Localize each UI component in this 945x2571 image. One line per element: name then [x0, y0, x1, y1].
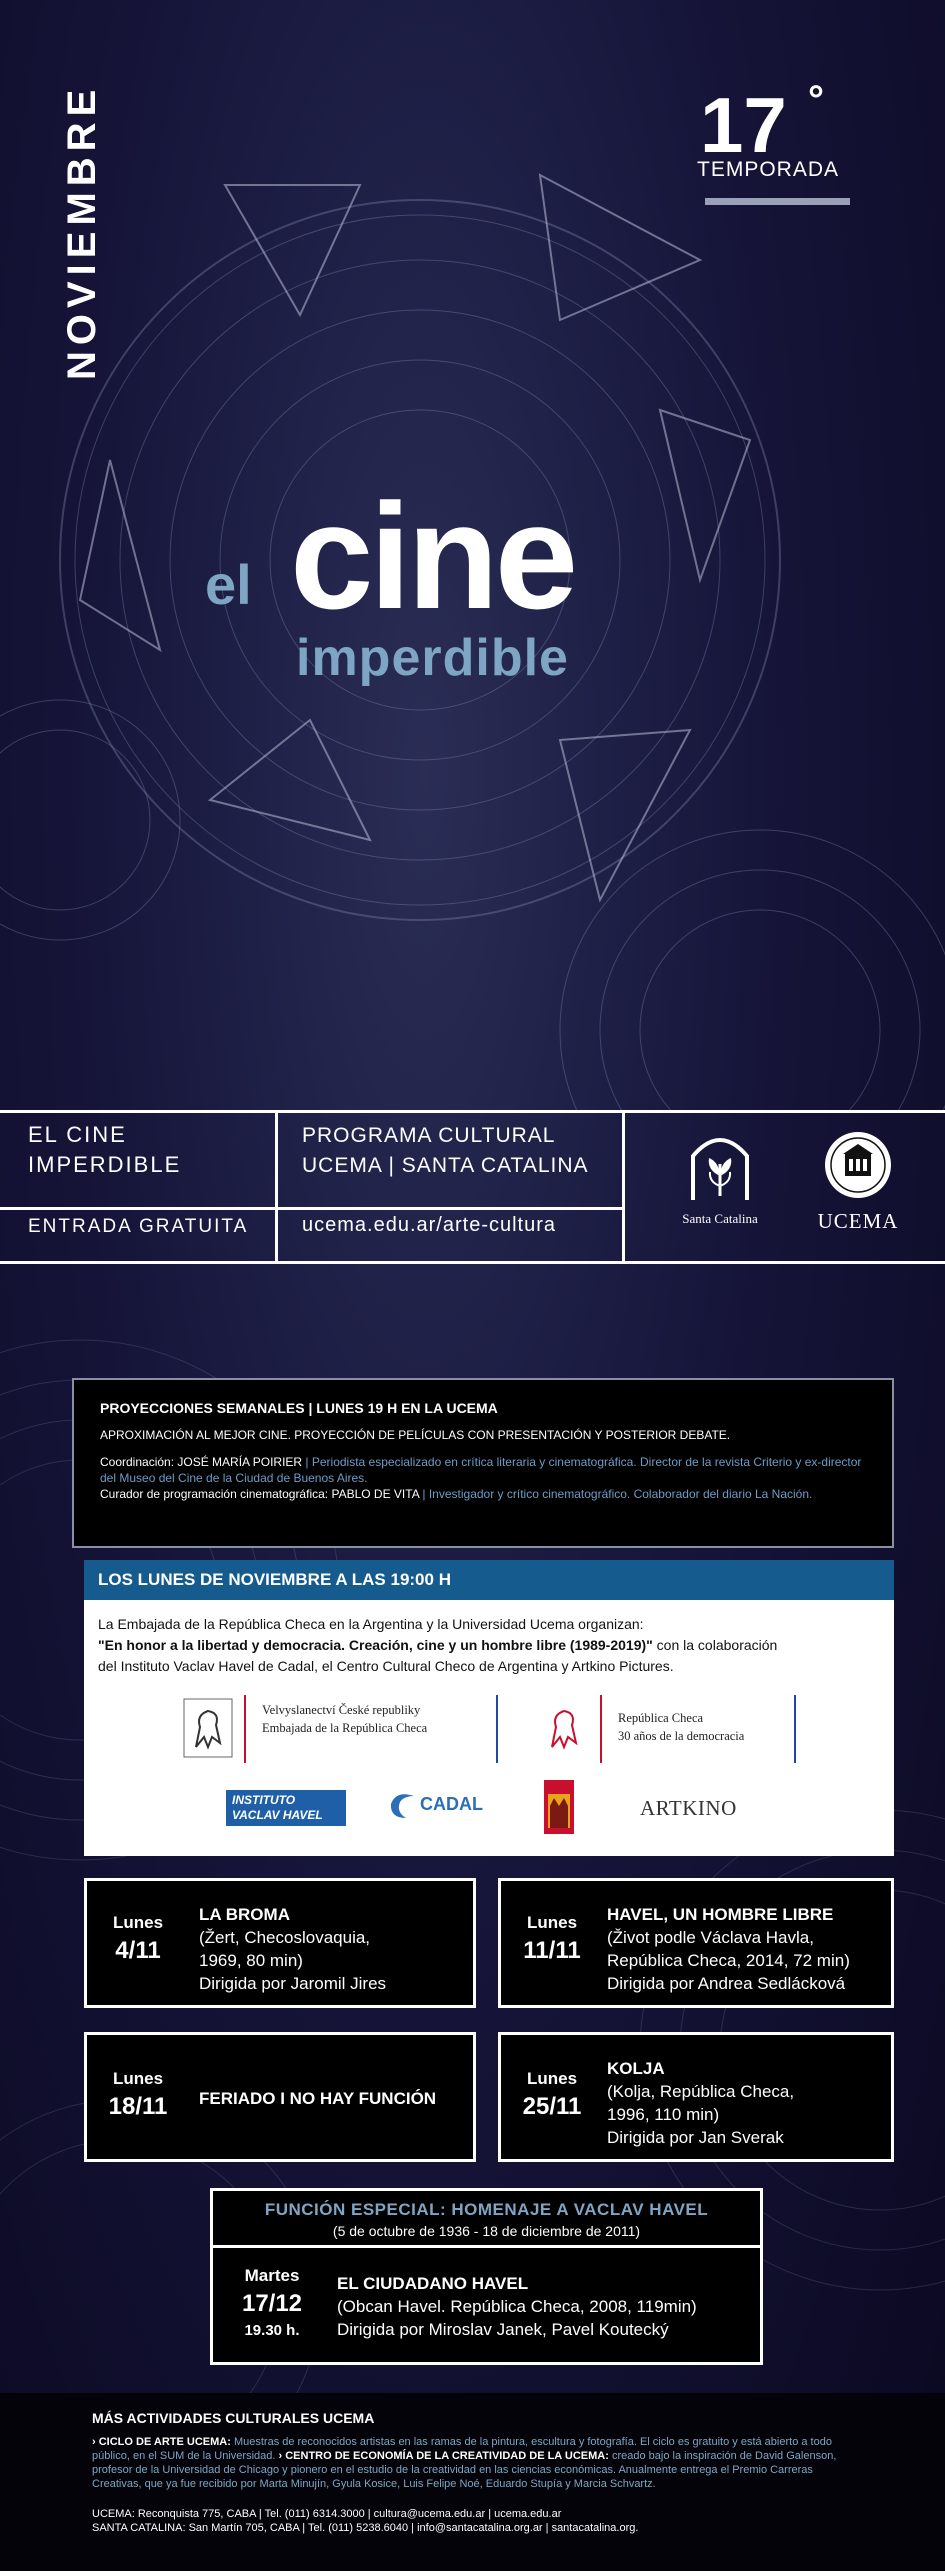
film-director: Dirigida por Miroslav Janek, Pavel Koutecký	[337, 2320, 669, 2339]
centro-label: › CENTRO DE ECONOMÍA DE LA CREATIVIDAD DE LA UCEMA:	[275, 2450, 609, 2462]
coordinator-name: Coordinación: JOSÉ MARÍA POIRIER	[100, 1455, 303, 1469]
program-heading: PROYECCIONES SEMANALES | LUNES 19 H EN LA UCEMA	[100, 1400, 498, 1416]
screening-card	[84, 1878, 476, 2008]
screening-date	[105, 1913, 171, 1965]
ucema-caption: UCEMA	[817, 1209, 899, 1233]
title-cine: cine	[290, 472, 575, 640]
screening-film	[607, 1903, 850, 1995]
centro-desc: creado bajo la inspiración de David Galenson, profesor de la Universidad de Chicago y pionero en el estudio de la creatividad en las ciencias económicas. Anualmente entrega el Premio Carreras Creativas, que ya fue recibido por Marta Minujín, Gyula Kosice, Luis Felipe Noé, Eduardo Stupía y Marcia Schvartz.	[92, 2450, 837, 2490]
special-function-header	[210, 2188, 763, 2248]
screening-weekday: Lunes	[112, 2069, 164, 2088]
curator-desc: | Investigador y crítico cinematográfico. Colaborador del diario La Nación.	[419, 1487, 813, 1501]
screening-date	[231, 2266, 313, 2339]
republica-checa-label: República Checa	[618, 1711, 704, 1725]
screening-film	[337, 2272, 697, 2341]
film-details: República Checa, 2014, 72 min)	[607, 1951, 850, 1970]
november-line3: del Instituto Vaclav Havel de Cadal, el Centro Cultural Checo de Argentina y Artkino Pictures.	[98, 1658, 674, 1674]
program-approach: APROXIMACIÓN AL MEJOR CINE. PROYECCIÓN DE PELÍCULAS CON PRESENTACIÓN Y POSTERIOR DEBATE.	[100, 1428, 731, 1442]
screening-day: 11/11	[523, 1937, 581, 1964]
november-line1: La Embajada de la República Checa en la Argentina y la Universidad Ucema organizan:	[98, 1616, 644, 1632]
instituto-havel-logo	[226, 1790, 346, 1826]
screening-day: 4/11	[115, 1937, 161, 1964]
film-title: EL CIUDADANO HAVEL	[337, 2274, 529, 2293]
website-link[interactable]: ucema.edu.ar/arte-cultura	[302, 1214, 557, 1236]
film-director: Dirigida por Jan Sverak	[607, 2128, 784, 2147]
screening-day: 25/11	[522, 2093, 582, 2120]
screening-film	[607, 2057, 794, 2149]
screening-weekday: Lunes	[526, 1913, 578, 1932]
screening-card	[84, 2032, 476, 2162]
screening-time: 19.30 h.	[244, 2322, 300, 2339]
screening-date	[519, 2069, 585, 2121]
screening-film	[199, 2087, 436, 2110]
holiday-notice: FERIADO I NO HAY FUNCIÓN	[199, 2089, 437, 2108]
entry-label: ENTRADA GRATUITA	[28, 1216, 249, 1237]
blue-divider	[496, 1695, 498, 1763]
special-dates: (5 de octubre de 1936 - 18 de diciembre de 2011)	[332, 2223, 641, 2239]
screening-date	[519, 1913, 585, 1965]
film-details: (Žert, Checoslovaquia,	[199, 1928, 371, 1947]
red-divider	[600, 1695, 602, 1763]
film-details: 1969, 80 min)	[199, 1951, 303, 1970]
film-title: LA BROMA	[199, 1905, 290, 1924]
screening-film	[199, 1903, 386, 1995]
band-name-line2: IMPERDIBLE	[28, 1152, 182, 1177]
red-divider	[244, 1695, 246, 1763]
czech-lion-red-icon	[538, 1697, 590, 1759]
film-details: (Kolja, República Checa,	[607, 2082, 795, 2101]
santa-catalina-caption: Santa Catalina	[682, 1211, 758, 1226]
cadal-swirl-icon	[386, 1788, 420, 1822]
film-director: Dirigida por Jaromil Jires	[199, 1974, 387, 1993]
ciclo-label: › CICLO DE ARTE UCEMA:	[92, 2436, 231, 2448]
film-director: Dirigida por Andrea Sedlácková	[607, 1974, 846, 1993]
season-degree: °	[808, 78, 824, 122]
cadal-logo: CADAL	[420, 1794, 483, 1814]
film-details: 1996, 110 min)	[607, 2105, 720, 2124]
screening-card	[498, 1878, 894, 2008]
coordinator-desc: | Periodista especializado en crítica literaria y cinematográfica. Director de la revista Criterio y ex-director del Museo del Cine de la Ciudad de Buenos Aires.	[100, 1455, 862, 1485]
czech-lion-icon	[182, 1697, 234, 1759]
contact-santa-catalina: SANTA CATALINA: San Martín 705, CABA | Tel. (011) 5238.6040 | info@santacatalina.org.ar | santacatalina.org.	[92, 2522, 639, 2534]
title-imperdible: imperdible	[296, 629, 569, 687]
film-details: (Život podle Václava Havla,	[607, 1928, 814, 1947]
november-text	[98, 1614, 880, 1677]
title-el: el	[205, 553, 252, 616]
embassy-es-name: Embajada de la República Checa	[262, 1721, 428, 1735]
film-details: (Obcan Havel. República Checa, 2008, 119min)	[337, 2297, 697, 2316]
program-coordination	[100, 1454, 866, 1502]
screening-day: 18/11	[108, 2093, 168, 2120]
month-label: NOVIEMBRE	[60, 83, 104, 380]
program-line2: UCEMA | SANTA CATALINA	[302, 1154, 589, 1177]
november-bar: LOS LUNES DE NOVIEMBRE A LAS 19:00 H	[84, 1560, 894, 1600]
season-number: 17	[700, 81, 787, 169]
footer	[0, 2393, 945, 2571]
season-label: TEMPORADA	[697, 158, 840, 181]
footer-activities	[92, 2435, 853, 2491]
democracia-label: 30 años de la democracia	[618, 1729, 745, 1743]
film-title: KOLJA	[607, 2059, 665, 2078]
program-info-box	[72, 1378, 894, 1548]
blue-divider	[794, 1695, 796, 1763]
november-quote: "En honor a la libertad y democracia. Creación, cine y un hombre libre (1989-2019)"	[98, 1637, 653, 1653]
screening-weekday: Lunes	[112, 1913, 164, 1932]
film-title: HAVEL, UN HOMBRE LIBRE	[607, 1905, 834, 1924]
embassy-cz-name: Velvyslanectví České republiky	[262, 1703, 421, 1717]
footer-heading: MÁS ACTIVIDADES CULTURALES UCEMA	[92, 2410, 375, 2426]
program-line1: PROGRAMA CULTURAL	[302, 1124, 556, 1147]
contact-ucema: UCEMA: Reconquista 775, CABA | Tel. (011) 6314.3000 | cultura@ucema.edu.ar | ucema.edu.ar	[92, 2508, 562, 2520]
band-name-line1: EL CINE	[28, 1122, 127, 1147]
czech-center-icon	[544, 1780, 574, 1834]
curator-name: Curador de programación cinematográfica: PABLO DE VITA	[100, 1487, 420, 1501]
ciclo-desc: Muestras de reconocidos artistas en las ramas de la pintura, escultura y fotografía. El ciclo es gratuito y está abierto a todo público, en el SUM de la Universidad.	[92, 2436, 832, 2462]
special-screening-card	[210, 2245, 763, 2365]
artkino-logo: ARTKINO	[640, 1796, 737, 1820]
screening-date	[105, 2069, 171, 2121]
instituto-line2: VACLAV HAVEL	[232, 1808, 323, 1822]
screening-card	[498, 2032, 894, 2162]
screening-weekday: Lunes	[526, 2069, 578, 2088]
instituto-line1: INSTITUTO	[232, 1793, 296, 1807]
screening-day: 17/12	[241, 2290, 303, 2317]
special-heading: FUNCIÓN ESPECIAL: HOMENAJE A VACLAV HAVEL	[264, 2200, 709, 2219]
november-line2: con la colaboración	[652, 1637, 778, 1653]
screening-weekday: Martes	[244, 2266, 300, 2285]
